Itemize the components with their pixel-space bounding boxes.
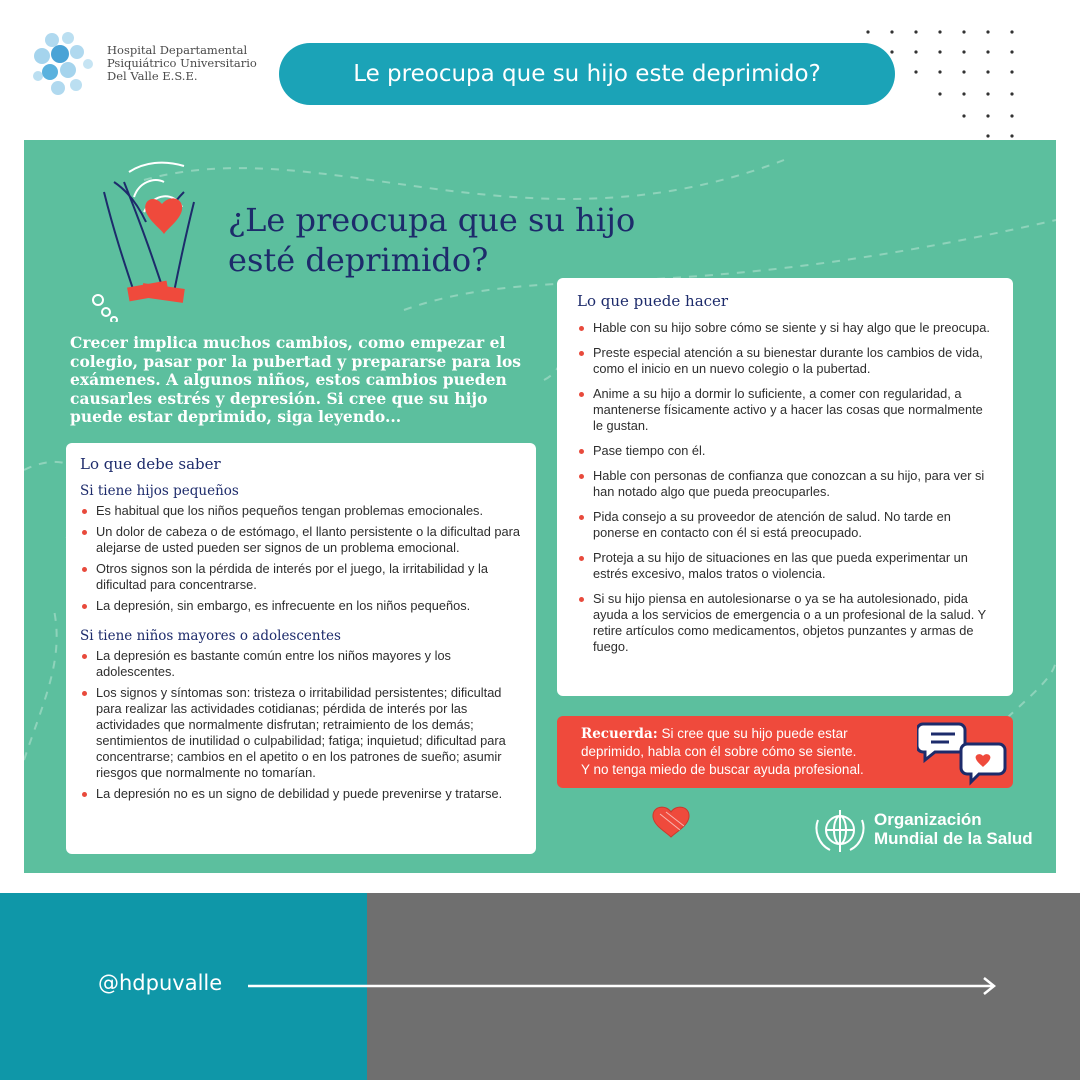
- list-item: La depresión es bastante común entre los niños mayores y los adolescentes.: [80, 648, 522, 680]
- arrow-right-icon: [248, 976, 1000, 996]
- who-emblem-icon: [812, 806, 868, 856]
- social-handle[interactable]: @hdpuvalle: [98, 971, 223, 995]
- who-line-1: Organización: [874, 810, 982, 829]
- what-to-know-card: [66, 443, 536, 854]
- hands-heart-icon: [84, 152, 224, 322]
- heart-icon: [650, 804, 692, 838]
- list-item: Pida consejo a su proveedor de atención de salud. No tarde en ponerse en contacto con él si está preocupado.: [577, 509, 993, 541]
- dot-grid-decoration: [862, 26, 1037, 141]
- list-item: Anime a su hijo a dormir lo suficiente, a comer con regularidad, a mantenerse físicamente activo y a hacer las cosas que normalmente le gustan.: [577, 386, 993, 434]
- reminder-label: Recuerda:: [581, 726, 658, 742]
- what-you-can-do-heading: Lo que puede hacer: [577, 292, 729, 310]
- list-item: La depresión, sin embargo, es infrecuente en los niños pequeños.: [80, 598, 522, 614]
- list-item: Pase tiempo con él.: [577, 443, 993, 459]
- list-item: Otros signos son la pérdida de interés por el juego, la irritabilidad y la dificultad para concentrarse.: [80, 561, 522, 593]
- reminder-line-2: deprimido, habla con él sobre cómo se siente.: [581, 744, 857, 759]
- list-item: Es habitual que los niños pequeños tengan problemas emocionales.: [80, 503, 522, 519]
- who-logo: [812, 804, 1032, 860]
- older-children-subheading: Si tiene niños mayores o adolescentes: [80, 628, 341, 644]
- logo-line-1: Hospital Departamental: [107, 43, 248, 57]
- poster-title-line-2: esté deprimido?: [228, 241, 489, 279]
- chat-bubbles-icon: [917, 718, 1009, 786]
- list-item: La depresión no es un signo de debilidad y puede prevenirse y tratarse.: [80, 786, 522, 802]
- poster-title: [228, 200, 688, 280]
- hospital-logo: [30, 30, 280, 100]
- reminder-line-1: Si cree que su hijo puede estar: [661, 726, 848, 741]
- reminder-line-3: Y no tenga miedo de buscar ayuda profesional.: [581, 762, 864, 777]
- list-item: Preste especial atención a su bienestar durante los cambios de vida, como el inicio en un nuevo colegio o la pubertad.: [577, 345, 993, 377]
- what-you-can-do-card: [557, 278, 1013, 696]
- what-to-know-heading: Lo que debe saber: [80, 455, 221, 473]
- who-line-2: Mundial de la Salud: [874, 829, 1033, 848]
- list-item: Proteja a su hijo de situaciones en las que pueda experimentar un estrés excesivo, malos tratos o violencia.: [577, 550, 993, 582]
- list-item: Hable con personas de confianza que conozcan a su hijo, para ver si han notado algo que pueda preocuparles.: [577, 468, 993, 500]
- list-item: Los signos y síntomas son: tristeza o irritabilidad persistentes; dificultad para realizar las actividades cotidianas; pérdida de interés por las actividades que normalmente disfrutan; retraimiento de los demás; sentimientos de inutilidad o culpabilidad; fatiga; inquietud; dificultad para concentrarse; cambios en el apetito o en los patrones de sueño; asumir riesgos que normalmente no tomarían.: [80, 685, 522, 781]
- poster: [24, 140, 1056, 873]
- list-item: Hable con su hijo sobre cómo se siente y si hay algo que le preocupa.: [577, 320, 993, 336]
- reminder-box: [557, 716, 1013, 788]
- logo-line-3: Del Valle E.S.E.: [107, 69, 198, 83]
- logo-line-2: Psiquiátrico Universitario: [107, 56, 257, 70]
- intro-text: Crecer implica muchos cambios, como empezar el colegio, pasar por la pubertad y prepararse para los exámenes. A algunos niños, estos cambios pueden causarles estrés y depresión. Si cree que su hijo puede estar deprimido, siga leyendo...: [70, 333, 522, 426]
- older-children-list: [80, 648, 522, 802]
- header-title: Le preocupa que su hijo este deprimido?: [279, 43, 895, 105]
- young-children-list: [80, 503, 522, 614]
- list-item: Si su hijo piensa en autolesionarse o ya se ha autolesionado, pida ayuda a los servicios de emergencia o a un profesional de la salud. Y retire artículos como medicamentos, objetos punzantes y armas de fuego.: [577, 591, 993, 655]
- young-children-subheading: Si tiene hijos pequeños: [80, 483, 239, 499]
- what-you-can-do-list: [577, 320, 993, 655]
- list-item: Un dolor de cabeza o de estómago, el llanto persistente o la dificultad para alejarse de usted pueden ser signos de un problema emocional.: [80, 524, 522, 556]
- hospital-logo-icon: [30, 30, 102, 100]
- poster-title-line-1: ¿Le preocupa que su hijo: [228, 201, 636, 239]
